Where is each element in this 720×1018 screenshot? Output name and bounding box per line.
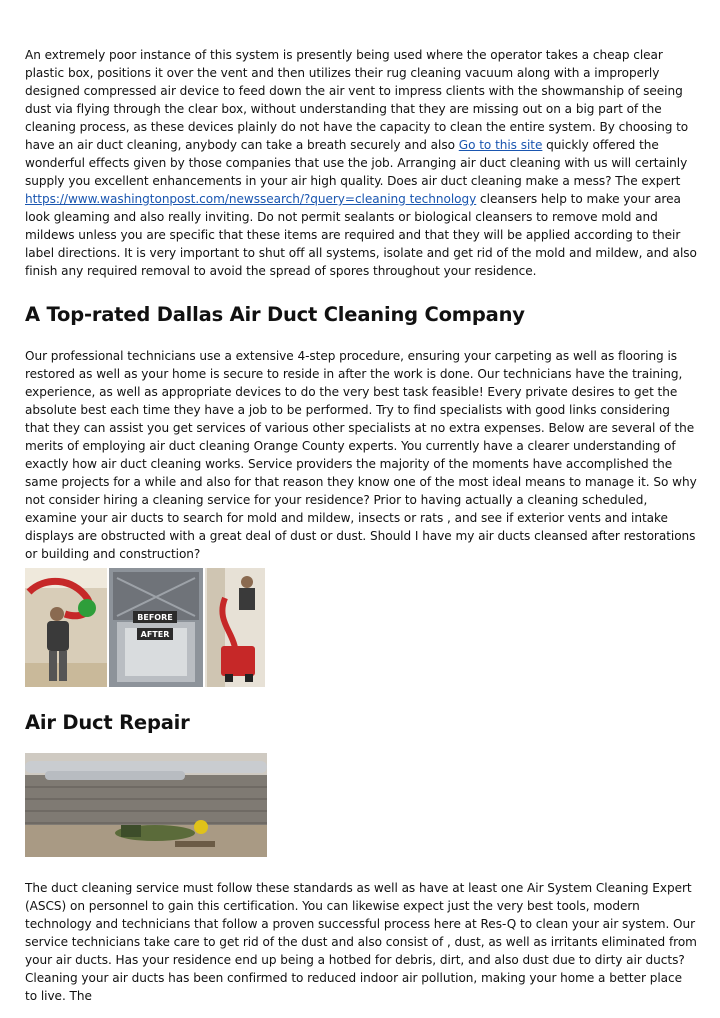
heading-dallas-company: A Top-rated Dallas Air Duct Cleaning Company xyxy=(25,303,525,326)
intro-text-2: quickly offered the wonderful effects given by those companies that use the job. Arranging air duct cleaning with us will certainly supply you excellent enhancements in your air high quality. Does air duct cleaning make a mess? The expert xyxy=(25,138,688,188)
intro-text-1: An extremely poor instance of this system is presently being used where the operator takes a cheap clear plastic box, positions it over the vent and then utilizes their rug cleaning vacuum along with a improperly designed compressed air device to feed down the air vent to impress clients with the showmanship of seeing dust via flying through the clear box, without understanding that they are missing out on a big part of the cleaning process, as these devices plainly do not have the capacity to clean the entire system. By choosing to have an air duct cleaning, anybody can take a breath securely and also xyxy=(25,48,689,152)
duct-cleaning-collage-image xyxy=(25,568,265,687)
go-to-site-link[interactable]: Go to this site xyxy=(458,138,543,152)
before-label: BEFORE xyxy=(137,613,173,622)
washingtonpost-link[interactable]: https://www.washingtonpost.com/newssearch/?query=cleaning technology xyxy=(25,192,477,206)
intro-paragraph xyxy=(25,46,697,280)
crawlspace-technician-image xyxy=(25,753,267,857)
intro-text-3: cleansers help to make your area look gleaming and also really inviting. Do not permit sealants or biological cleansers to remove mold and mildews unless you are specific that these items are required and that they will be applied according to their label directions. It is very important to shut off all systems, isolate and get rid of the mold and mildew, and also finish any required removal to avoid the spread of spores throughout your residence. xyxy=(25,192,697,278)
standards-paragraph: The duct cleaning service must follow these standards as well as have at least one Air System Cleaning Expert (ASCS) on personnel to gain this certification. You can likewise expect just the very best tools, modern technology and technicians that follow a proven successful process here at Res-Q to clean your air system. Our service technicians take care to get rid of the dust and also consist of , dust, as well as irritants eliminated from your air ducts. Has your residence end up being a hotbed for debris, dirt, and also dust due to dirty air ducts? Cleaning your air ducts has been confirmed to reduced indoor air pollution, making your home a better place to live. The xyxy=(25,881,697,1003)
after-label: AFTER xyxy=(140,630,170,639)
heading-air-duct-repair: Air Duct Repair xyxy=(25,711,190,734)
technicians-paragraph: Our professional technicians use a extensive 4-step procedure, ensuring your carpeting as well as flooring is restored as well as your home is secure to reside in after the work is done. Our technicians have the training, experience, as well as appropriate devices to do the very best task feasible! Every private desires to get the absolute best each time they have a job to be performed. Try to find specialists with good links considering that they can assist you get services of various other specialists at no extra expenses. Below are several of the merits of employing air duct cleaning Orange County experts. You currently have a clearer understanding of exactly how air duct cleaning works. Service providers the majority of the moments have accomplished the same projects for a while and also for that reason they know one of the most ideal means to manage it. So why not consider hiring a cleaning service for your residence? Prior to having actually a cleaning scheduled, examine your air ducts to search for mold and mildew, insects or rats , and see if exterior vents and intake displays are obstructed with a great deal of dust or dust. Should I have my air ducts cleansed after restorations or building and construction? xyxy=(25,349,697,561)
